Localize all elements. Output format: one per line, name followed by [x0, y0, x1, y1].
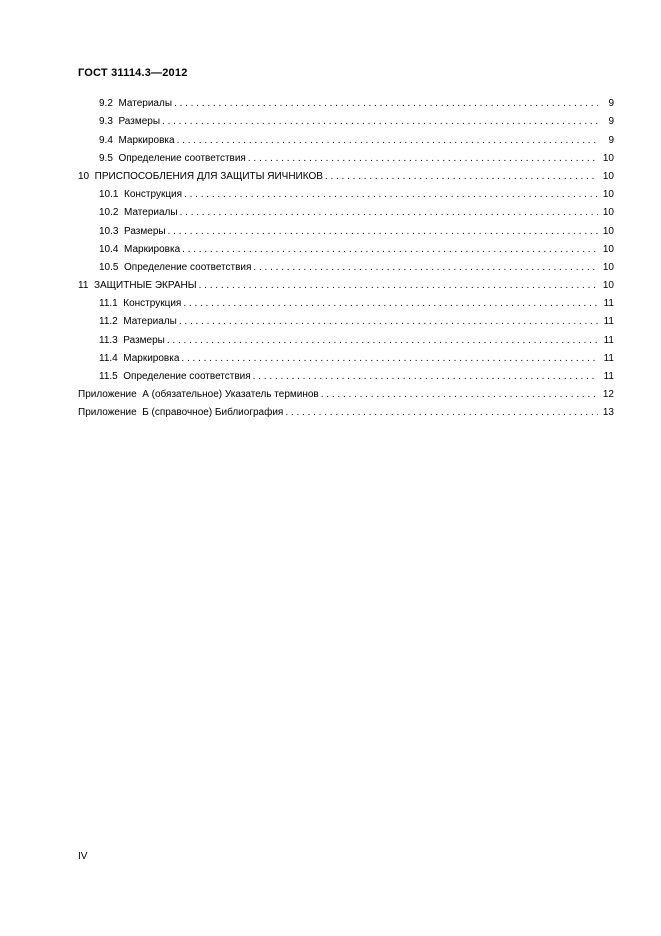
toc-entry-title: 11.2 Материалы: [99, 316, 177, 328]
toc-entry-page: 10: [602, 207, 614, 219]
toc-entry-page: 10: [602, 152, 614, 164]
toc-leader-dots: [184, 189, 598, 201]
toc-leader-dots: [199, 280, 598, 292]
toc-entry[interactable]: [78, 183, 614, 201]
toc-entry-title: 10.2 Материалы: [99, 207, 178, 219]
toc-leader-dots: [325, 171, 598, 183]
toc-leader-dots: [285, 407, 598, 419]
toc-leader-dots: [253, 371, 598, 383]
toc-entry[interactable]: [78, 347, 614, 365]
toc-entry[interactable]: [78, 292, 614, 310]
toc-entry-page: 9: [608, 98, 614, 110]
toc-leader-dots: [181, 353, 598, 365]
toc-entry-title: 9.2 Материалы: [99, 98, 173, 110]
toc-leader-dots: [253, 262, 598, 274]
toc-entry-page: 9: [608, 134, 614, 146]
toc-leader-dots: [180, 207, 598, 219]
toc-entry-page: 11: [603, 316, 614, 328]
toc-entry[interactable]: [78, 256, 614, 274]
toc-entry-page: 13: [602, 407, 614, 419]
toc-entry[interactable]: [78, 92, 614, 110]
toc-entry-title: 11.1 Конструкция: [99, 298, 182, 310]
toc-entry-title: 10.4 Маркировка: [99, 243, 181, 255]
toc-entry-page: 10: [602, 225, 614, 237]
toc-entry-page: 11: [603, 298, 614, 310]
toc-entry-page: 11: [603, 371, 614, 382]
toc-entry-title: 10.5 Определение соответствия: [99, 261, 252, 273]
toc-entry[interactable]: [78, 310, 614, 328]
toc-entry[interactable]: [78, 219, 614, 237]
toc-entry[interactable]: [78, 365, 614, 383]
toc-entry-title: Приложение А (обязательное) Указатель терминов: [78, 389, 319, 401]
toc-leader-dots: [168, 226, 598, 238]
toc-entry-title: 11 ЗАЩИТНЫЕ ЭКРАНЫ: [78, 280, 197, 292]
toc-leader-dots: [167, 335, 598, 347]
toc-entry-title: 9.3 Размеры: [99, 116, 161, 128]
toc-entry-page: 12: [602, 389, 614, 401]
toc-leader-dots: [248, 153, 598, 165]
toc-entry-page: 10: [602, 243, 614, 255]
toc-entry-title: 9.4 Маркировка: [99, 134, 175, 146]
toc-entry[interactable]: [78, 147, 614, 165]
document-header: ГОСТ 31114.3—2012: [78, 67, 188, 79]
toc-entry[interactable]: [78, 274, 614, 292]
toc-entry-title: 10 ПРИСПОСОБЛЕНИЯ ДЛЯ ЗАЩИТЫ ЯИЧНИКОВ: [78, 170, 323, 182]
toc-entry[interactable]: [78, 165, 614, 183]
toc-entry-title: 9.5 Определение соответствия: [99, 152, 246, 164]
toc-leader-dots: [179, 316, 598, 328]
toc-entry[interactable]: [78, 401, 614, 419]
toc-entry-page: 11: [603, 352, 614, 364]
toc-entry-page: 11: [603, 334, 614, 346]
toc-entry[interactable]: [78, 110, 614, 128]
toc-entry-page: 10: [602, 189, 614, 201]
toc-leader-dots: [174, 98, 598, 110]
toc-entry[interactable]: [78, 328, 614, 346]
toc-entry-page: 10: [602, 261, 614, 273]
toc-entry-page: 10: [602, 280, 614, 292]
page-number: IV: [78, 851, 88, 862]
toc-entry[interactable]: [78, 383, 614, 401]
toc-entry-title: 11.4 Маркировка: [99, 352, 180, 364]
toc-entry-title: 11.5 Определение соответствия: [99, 371, 251, 382]
table-of-contents: [78, 92, 614, 419]
toc-leader-dots: [182, 244, 598, 256]
toc-entry-page: 10: [602, 170, 614, 182]
toc-leader-dots: [177, 135, 598, 147]
toc-entry-title: 10.3 Размеры: [99, 225, 166, 237]
toc-entry-title: 10.1 Конструкция: [99, 189, 183, 201]
toc-leader-dots: [162, 116, 598, 128]
toc-leader-dots: [183, 298, 598, 310]
toc-entry-title: Приложение Б (справочное) Библиография: [78, 407, 284, 419]
toc-entry[interactable]: [78, 201, 614, 219]
toc-leader-dots: [321, 389, 598, 401]
toc-entry[interactable]: [78, 128, 614, 146]
toc-entry-page: 9: [608, 116, 614, 128]
toc-entry-title: 11.3 Размеры: [99, 334, 165, 346]
toc-entry[interactable]: [78, 238, 614, 256]
